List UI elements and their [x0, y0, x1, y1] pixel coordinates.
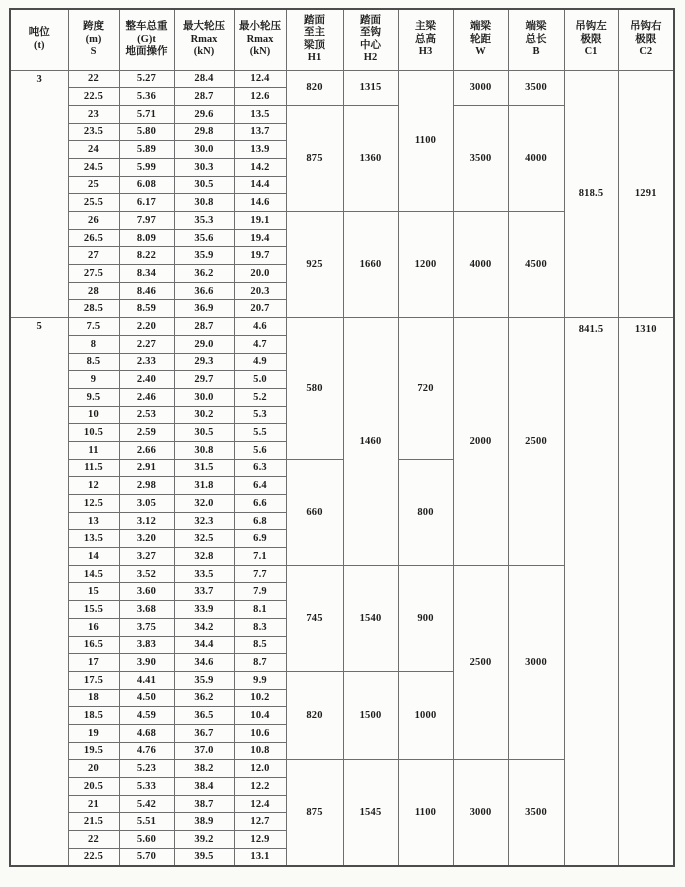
rmax-cell: 32.8: [174, 548, 234, 566]
weight-cell: 5.33: [119, 778, 174, 796]
rmin-cell: 10.8: [234, 742, 286, 760]
header-h3: 主梁 总高 H3: [398, 9, 453, 70]
weight-cell: 3.68: [119, 601, 174, 619]
rmax-cell: 30.0: [174, 388, 234, 406]
rmax-cell: 35.9: [174, 671, 234, 689]
b-cell: 3500: [508, 760, 564, 866]
rmin-cell: 20.0: [234, 265, 286, 283]
rmin-cell: 12.0: [234, 760, 286, 778]
weight-cell: 2.59: [119, 424, 174, 442]
h3-cell: 1100: [398, 70, 453, 212]
weight-cell: 5.71: [119, 105, 174, 123]
rmin-cell: 20.3: [234, 282, 286, 300]
span-cell: 21: [68, 795, 119, 813]
span-cell: 9: [68, 371, 119, 389]
rmax-cell: 34.2: [174, 618, 234, 636]
span-cell: 8: [68, 335, 119, 353]
w-cell: 3500: [453, 105, 508, 211]
h3-cell: 1000: [398, 671, 453, 759]
span-cell: 7.5: [68, 318, 119, 336]
weight-cell: 5.36: [119, 88, 174, 106]
b-cell: 2500: [508, 318, 564, 566]
span-cell: 17.5: [68, 671, 119, 689]
rmax-cell: 36.5: [174, 707, 234, 725]
rmin-cell: 6.9: [234, 530, 286, 548]
span-cell: 10.5: [68, 424, 119, 442]
rmin-cell: 19.7: [234, 247, 286, 265]
rmax-cell: 38.4: [174, 778, 234, 796]
c2-cell: 1291: [618, 70, 674, 318]
rmax-cell: 36.2: [174, 265, 234, 283]
header-tonnage: 吨位 (t): [10, 9, 68, 70]
span-cell: 15: [68, 583, 119, 601]
h2-cell: 1500: [343, 671, 398, 759]
span-cell: 22: [68, 70, 119, 88]
rmax-cell: 33.5: [174, 565, 234, 583]
header-w: 端梁 轮距 W: [453, 9, 508, 70]
span-cell: 19: [68, 724, 119, 742]
weight-cell: 4.41: [119, 671, 174, 689]
rmax-cell: 28.4: [174, 70, 234, 88]
weight-cell: 3.60: [119, 583, 174, 601]
span-cell: 20.5: [68, 778, 119, 796]
weight-cell: 3.05: [119, 495, 174, 513]
span-cell: 21.5: [68, 813, 119, 831]
span-cell: 22.5: [68, 848, 119, 866]
weight-cell: 3.27: [119, 548, 174, 566]
rmin-cell: 14.2: [234, 158, 286, 176]
rmax-cell: 35.9: [174, 247, 234, 265]
rmax-cell: 36.2: [174, 689, 234, 707]
rmax-cell: 38.7: [174, 795, 234, 813]
weight-cell: 5.70: [119, 848, 174, 866]
h1-cell: 745: [286, 565, 343, 671]
weight-cell: 3.90: [119, 654, 174, 672]
rmin-cell: 12.9: [234, 831, 286, 849]
header-c2: 吊钩右 极限 C2: [618, 9, 674, 70]
span-cell: 26: [68, 212, 119, 230]
weight-cell: 2.40: [119, 371, 174, 389]
weight-cell: 5.89: [119, 141, 174, 159]
span-cell: 26.5: [68, 229, 119, 247]
h1-cell: 820: [286, 671, 343, 759]
weight-cell: 2.27: [119, 335, 174, 353]
h3-cell: 1100: [398, 760, 453, 866]
rmax-cell: 29.7: [174, 371, 234, 389]
weight-cell: 2.66: [119, 441, 174, 459]
span-cell: 24: [68, 141, 119, 159]
header-b: 端梁 总长 B: [508, 9, 564, 70]
rmin-cell: 7.9: [234, 583, 286, 601]
span-cell: 24.5: [68, 158, 119, 176]
header-rmax: 最大轮压 Rmax (kN): [174, 9, 234, 70]
rmin-cell: 12.2: [234, 778, 286, 796]
w-cell: 3000: [453, 70, 508, 105]
rmin-cell: 5.2: [234, 388, 286, 406]
rmin-cell: 6.3: [234, 459, 286, 477]
span-cell: 12: [68, 477, 119, 495]
rmin-cell: 12.4: [234, 70, 286, 88]
span-cell: 28.5: [68, 300, 119, 318]
rmin-cell: 6.4: [234, 477, 286, 495]
span-cell: 14: [68, 548, 119, 566]
header-row: [10, 9, 674, 70]
span-cell: 23: [68, 105, 119, 123]
rmin-cell: 19.1: [234, 212, 286, 230]
c1-cell: 818.5: [564, 70, 618, 318]
table-row: [10, 70, 674, 88]
span-cell: 12.5: [68, 495, 119, 513]
weight-cell: 5.80: [119, 123, 174, 141]
span-cell: 22.5: [68, 88, 119, 106]
span-cell: 16: [68, 618, 119, 636]
rmax-cell: 36.6: [174, 282, 234, 300]
h1-cell: 580: [286, 318, 343, 460]
rmin-cell: 13.7: [234, 123, 286, 141]
rmax-cell: 29.8: [174, 123, 234, 141]
weight-cell: 2.91: [119, 459, 174, 477]
b-cell: 3000: [508, 565, 564, 760]
rmax-cell: 31.5: [174, 459, 234, 477]
h1-cell: 660: [286, 459, 343, 565]
rmin-cell: 14.4: [234, 176, 286, 194]
rmax-cell: 29.6: [174, 105, 234, 123]
weight-cell: 8.09: [119, 229, 174, 247]
h3-cell: 1200: [398, 212, 453, 318]
h3-cell: 900: [398, 565, 453, 671]
rmin-cell: 19.4: [234, 229, 286, 247]
rmax-cell: 37.0: [174, 742, 234, 760]
b-cell: 3500: [508, 70, 564, 105]
rmax-cell: 28.7: [174, 88, 234, 106]
rmax-cell: 30.8: [174, 441, 234, 459]
span-cell: 22: [68, 831, 119, 849]
rmax-cell: 30.3: [174, 158, 234, 176]
rmax-cell: 38.2: [174, 760, 234, 778]
span-cell: 13: [68, 512, 119, 530]
rmin-cell: 10.4: [234, 707, 286, 725]
rmin-cell: 13.5: [234, 105, 286, 123]
rmin-cell: 5.3: [234, 406, 286, 424]
weight-cell: 2.53: [119, 406, 174, 424]
rmin-cell: 4.6: [234, 318, 286, 336]
rmin-cell: 8.1: [234, 601, 286, 619]
span-cell: 17: [68, 654, 119, 672]
h3-cell: 720: [398, 318, 453, 460]
span-cell: 13.5: [68, 530, 119, 548]
rmin-cell: 8.5: [234, 636, 286, 654]
b-cell: 4500: [508, 212, 564, 318]
rmax-cell: 38.9: [174, 813, 234, 831]
span-cell: 11.5: [68, 459, 119, 477]
rmin-cell: 7.1: [234, 548, 286, 566]
weight-cell: 6.08: [119, 176, 174, 194]
rmax-cell: 39.2: [174, 831, 234, 849]
span-cell: 8.5: [68, 353, 119, 371]
span-cell: 15.5: [68, 601, 119, 619]
weight-cell: 5.51: [119, 813, 174, 831]
rmax-cell: 30.0: [174, 141, 234, 159]
rmin-cell: 13.1: [234, 848, 286, 866]
span-cell: 20: [68, 760, 119, 778]
weight-cell: 3.83: [119, 636, 174, 654]
weight-cell: 5.60: [119, 831, 174, 849]
c2-cell: 1310: [618, 318, 674, 866]
weight-cell: 7.97: [119, 212, 174, 230]
rmin-cell: 10.2: [234, 689, 286, 707]
weight-cell: 2.20: [119, 318, 174, 336]
span-cell: 16.5: [68, 636, 119, 654]
rmin-cell: 14.6: [234, 194, 286, 212]
table-row: [10, 318, 674, 336]
weight-cell: 8.46: [119, 282, 174, 300]
b-cell: 4000: [508, 105, 564, 211]
h2-cell: 1360: [343, 105, 398, 211]
span-cell: 27: [68, 247, 119, 265]
rmin-cell: 20.7: [234, 300, 286, 318]
w-cell: 3000: [453, 760, 508, 866]
h1-cell: 925: [286, 212, 343, 318]
rmin-cell: 6.6: [234, 495, 286, 513]
rmax-cell: 30.2: [174, 406, 234, 424]
weight-cell: 2.98: [119, 477, 174, 495]
weight-cell: 4.68: [119, 724, 174, 742]
crane-spec-table: [9, 8, 675, 867]
h2-cell: 1540: [343, 565, 398, 671]
rmax-cell: 31.8: [174, 477, 234, 495]
rmax-cell: 34.4: [174, 636, 234, 654]
w-cell: 2500: [453, 565, 508, 760]
weight-cell: 8.22: [119, 247, 174, 265]
span-cell: 11: [68, 441, 119, 459]
rmin-cell: 12.7: [234, 813, 286, 831]
span-cell: 18: [68, 689, 119, 707]
rmax-cell: 29.0: [174, 335, 234, 353]
weight-cell: 6.17: [119, 194, 174, 212]
rmin-cell: 8.7: [234, 654, 286, 672]
header-h1: 踏面 至主 梁顶 H1: [286, 9, 343, 70]
weight-cell: 8.34: [119, 265, 174, 283]
rmax-cell: 39.5: [174, 848, 234, 866]
span-cell: 14.5: [68, 565, 119, 583]
rmax-cell: 35.6: [174, 229, 234, 247]
tonnage-cell: 3: [10, 70, 68, 318]
header-rmin: 最小轮压 Rmax (kN): [234, 9, 286, 70]
header-weight: 整车总重 (G)t 地面操作: [119, 9, 174, 70]
header-h2: 踏面 至钩 中心 H2: [343, 9, 398, 70]
rmin-cell: 7.7: [234, 565, 286, 583]
h1-cell: 875: [286, 760, 343, 866]
weight-cell: 5.99: [119, 158, 174, 176]
rmin-cell: 12.4: [234, 795, 286, 813]
weight-cell: 5.42: [119, 795, 174, 813]
h2-cell: 1460: [343, 318, 398, 566]
span-cell: 10: [68, 406, 119, 424]
weight-cell: 3.20: [119, 530, 174, 548]
rmin-cell: 9.9: [234, 671, 286, 689]
weight-cell: 4.76: [119, 742, 174, 760]
rmin-cell: 8.3: [234, 618, 286, 636]
span-cell: 25.5: [68, 194, 119, 212]
span-cell: 19.5: [68, 742, 119, 760]
header-c1: 吊钩左 极限 C1: [564, 9, 618, 70]
h1-cell: 875: [286, 105, 343, 211]
h2-cell: 1315: [343, 70, 398, 105]
h3-cell: 800: [398, 459, 453, 565]
rmax-cell: 32.0: [174, 495, 234, 513]
rmax-cell: 29.3: [174, 353, 234, 371]
rmax-cell: 36.9: [174, 300, 234, 318]
weight-cell: 2.33: [119, 353, 174, 371]
rmin-cell: 12.6: [234, 88, 286, 106]
weight-cell: 5.23: [119, 760, 174, 778]
h2-cell: 1660: [343, 212, 398, 318]
rmin-cell: 5.6: [234, 441, 286, 459]
rmin-cell: 4.9: [234, 353, 286, 371]
weight-cell: 3.52: [119, 565, 174, 583]
rmin-cell: 13.9: [234, 141, 286, 159]
w-cell: 4000: [453, 212, 508, 318]
weight-cell: 5.27: [119, 70, 174, 88]
rmax-cell: 34.6: [174, 654, 234, 672]
rmax-cell: 33.7: [174, 583, 234, 601]
span-cell: 9.5: [68, 388, 119, 406]
weight-cell: 8.59: [119, 300, 174, 318]
rmax-cell: 36.7: [174, 724, 234, 742]
rmin-cell: 5.5: [234, 424, 286, 442]
rmax-cell: 32.3: [174, 512, 234, 530]
h2-cell: 1545: [343, 760, 398, 866]
header-span: 跨度 (m) S: [68, 9, 119, 70]
rmin-cell: 5.0: [234, 371, 286, 389]
rmin-cell: 6.8: [234, 512, 286, 530]
rmin-cell: 10.6: [234, 724, 286, 742]
c1-cell: 841.5: [564, 318, 618, 866]
weight-cell: 2.46: [119, 388, 174, 406]
span-cell: 18.5: [68, 707, 119, 725]
rmax-cell: 30.5: [174, 176, 234, 194]
rmax-cell: 32.5: [174, 530, 234, 548]
rmax-cell: 33.9: [174, 601, 234, 619]
span-cell: 25: [68, 176, 119, 194]
w-cell: 2000: [453, 318, 508, 566]
weight-cell: 4.59: [119, 707, 174, 725]
weight-cell: 4.50: [119, 689, 174, 707]
span-cell: 27.5: [68, 265, 119, 283]
rmax-cell: 35.3: [174, 212, 234, 230]
weight-cell: 3.12: [119, 512, 174, 530]
rmin-cell: 4.7: [234, 335, 286, 353]
span-cell: 23.5: [68, 123, 119, 141]
rmax-cell: 30.8: [174, 194, 234, 212]
weight-cell: 3.75: [119, 618, 174, 636]
tonnage-cell: 5: [10, 318, 68, 866]
rmax-cell: 28.7: [174, 318, 234, 336]
span-cell: 28: [68, 282, 119, 300]
rmax-cell: 30.5: [174, 424, 234, 442]
h1-cell: 820: [286, 70, 343, 105]
